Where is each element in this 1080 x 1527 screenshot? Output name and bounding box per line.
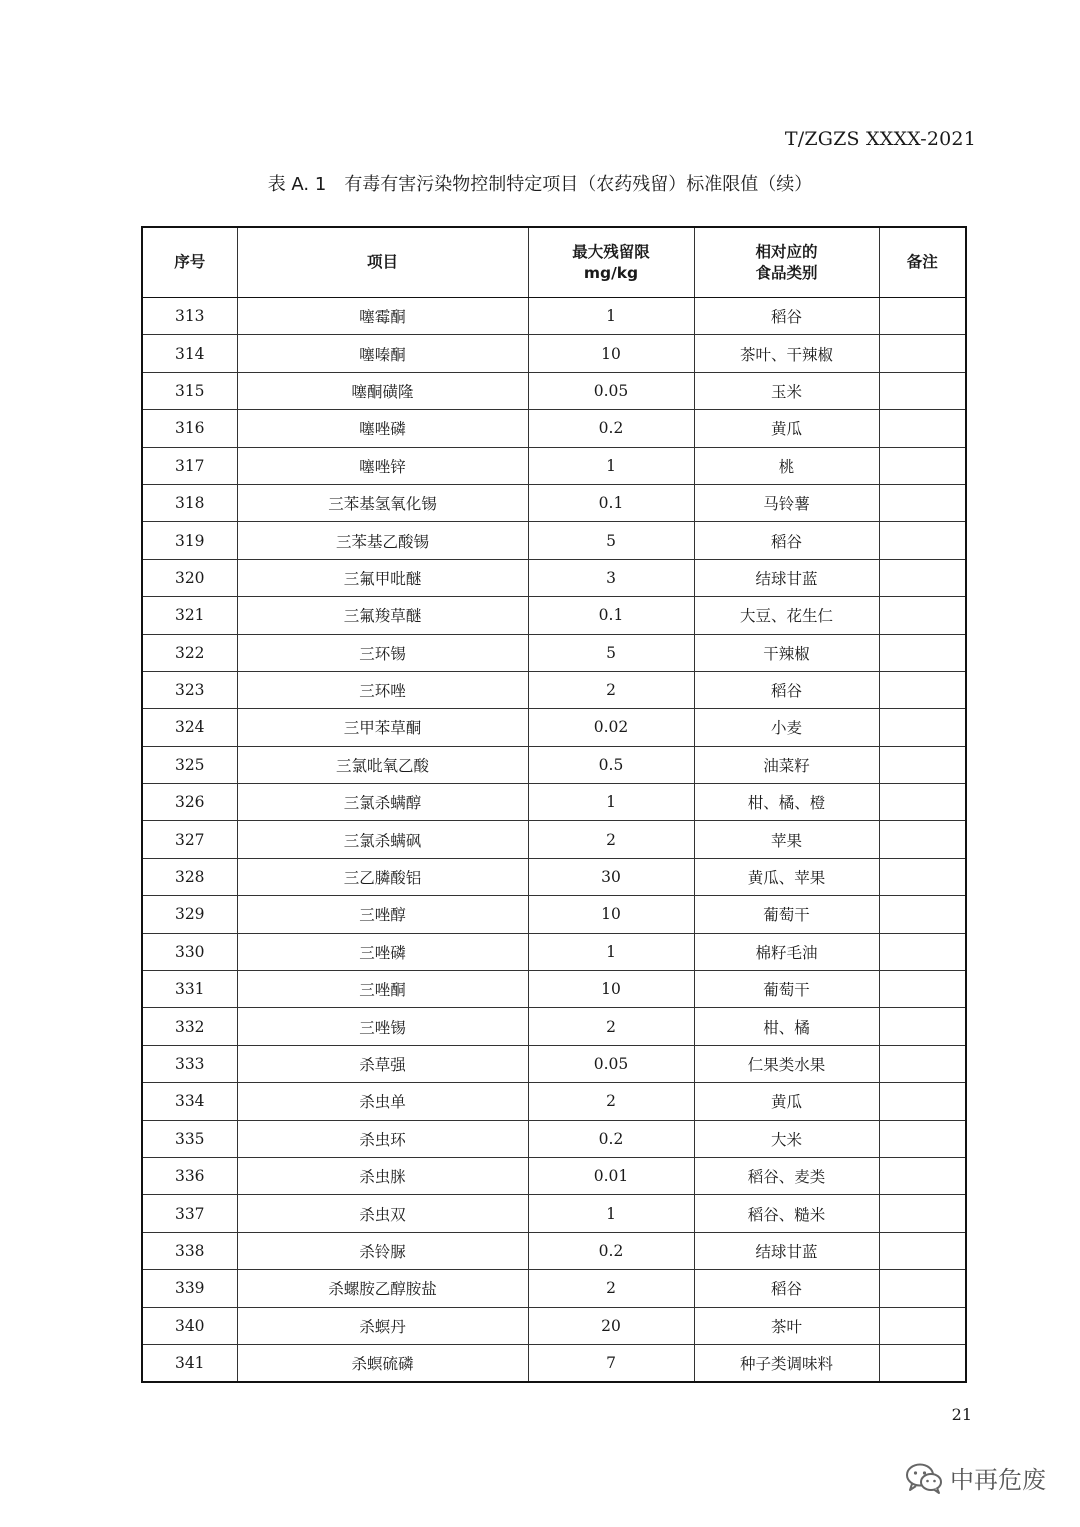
cell-item: 杀铃脲: [237, 1232, 528, 1269]
cell-item: 杀螟丹: [237, 1307, 528, 1344]
table-row: [142, 559, 966, 596]
cell-note: [879, 447, 966, 484]
column-header-no: 序号: [142, 227, 237, 298]
table-row: [142, 634, 966, 671]
cell-food: 黄瓜: [694, 1083, 879, 1120]
cell-item: 三苯基乙酸锡: [237, 522, 528, 559]
cell-limit: 10: [528, 335, 694, 372]
cell-food: 茶叶、干辣椒: [694, 335, 879, 372]
cell-food: 黄瓜: [694, 410, 879, 447]
cell-no: 334: [142, 1083, 237, 1120]
cell-limit: 0.5: [528, 746, 694, 783]
cell-note: [879, 1344, 966, 1382]
cell-no: 337: [142, 1195, 237, 1232]
cell-item: 杀虫脒: [237, 1157, 528, 1194]
cell-limit: 3: [528, 559, 694, 596]
cell-food: 干辣椒: [694, 634, 879, 671]
table-row: [142, 335, 966, 372]
table-header-row: [142, 227, 966, 298]
column-header-food: [694, 227, 879, 298]
cell-food: 稻谷: [694, 522, 879, 559]
cell-no: 315: [142, 372, 237, 409]
cell-limit: 0.1: [528, 484, 694, 521]
cell-food: 葡萄干: [694, 971, 879, 1008]
cell-note: [879, 784, 966, 821]
cell-item: 杀螟硫磷: [237, 1344, 528, 1382]
cell-limit: 0.02: [528, 709, 694, 746]
cell-limit: 0.2: [528, 1120, 694, 1157]
table-row: [142, 1083, 966, 1120]
cell-item: 三氯吡氧乙酸: [237, 746, 528, 783]
cell-no: 333: [142, 1045, 237, 1082]
cell-food: 柑、橘: [694, 1008, 879, 1045]
cell-limit: 10: [528, 896, 694, 933]
cell-food: 玉米: [694, 372, 879, 409]
cell-limit: 1: [528, 784, 694, 821]
cell-item: 杀虫环: [237, 1120, 528, 1157]
table-row: [142, 746, 966, 783]
table-row: [142, 858, 966, 895]
cell-note: [879, 410, 966, 447]
cell-food: 稻谷: [694, 671, 879, 708]
cell-no: 321: [142, 597, 237, 634]
cell-note: [879, 858, 966, 895]
table-row: [142, 971, 966, 1008]
wechat-icon: [904, 1461, 944, 1495]
table-row: [142, 896, 966, 933]
cell-food: 稻谷、麦类: [694, 1157, 879, 1194]
cell-limit: 1: [528, 933, 694, 970]
cell-item: 杀虫单: [237, 1083, 528, 1120]
cell-no: 320: [142, 559, 237, 596]
cell-item: 三氟羧草醚: [237, 597, 528, 634]
cell-limit: 20: [528, 1307, 694, 1344]
cell-limit: 0.1: [528, 597, 694, 634]
table-row: [142, 298, 966, 335]
cell-food: 苹果: [694, 821, 879, 858]
cell-limit: 7: [528, 1344, 694, 1382]
table-row: [142, 372, 966, 409]
cell-no: 318: [142, 484, 237, 521]
cell-food: 葡萄干: [694, 896, 879, 933]
cell-item: 三氯杀螨砜: [237, 821, 528, 858]
cell-limit: 2: [528, 821, 694, 858]
cell-limit: 1: [528, 298, 694, 335]
watermark: [904, 1460, 1046, 1495]
cell-limit: 10: [528, 971, 694, 1008]
cell-note: [879, 372, 966, 409]
table-row: [142, 1344, 966, 1382]
cell-food: 稻谷: [694, 298, 879, 335]
cell-item: 噻霉酮: [237, 298, 528, 335]
cell-food: 大米: [694, 1120, 879, 1157]
cell-item: 杀螺胺乙醇胺盐: [237, 1270, 528, 1307]
cell-no: 338: [142, 1232, 237, 1269]
cell-note: [879, 746, 966, 783]
cell-no: 332: [142, 1008, 237, 1045]
cell-note: [879, 1008, 966, 1045]
page-number: 21: [951, 1405, 972, 1424]
table-row: [142, 933, 966, 970]
cell-food: 桃: [694, 447, 879, 484]
cell-limit: 2: [528, 671, 694, 708]
table-row: [142, 1008, 966, 1045]
table-body: [142, 298, 966, 1383]
cell-food: 小麦: [694, 709, 879, 746]
cell-note: [879, 1307, 966, 1344]
cell-food: 仁果类水果: [694, 1045, 879, 1082]
cell-limit: 5: [528, 522, 694, 559]
cell-no: 340: [142, 1307, 237, 1344]
cell-no: 327: [142, 821, 237, 858]
table-row: [142, 1307, 966, 1344]
cell-note: [879, 821, 966, 858]
table-row: [142, 410, 966, 447]
cell-note: [879, 634, 966, 671]
cell-no: 330: [142, 933, 237, 970]
cell-item: 三甲苯草酮: [237, 709, 528, 746]
cell-note: [879, 335, 966, 372]
cell-note: [879, 1120, 966, 1157]
cell-no: 335: [142, 1120, 237, 1157]
cell-food: 黄瓜、苹果: [694, 858, 879, 895]
cell-limit: 1: [528, 447, 694, 484]
table-row: [142, 821, 966, 858]
column-header-food-line1: 相对应的: [755, 242, 818, 261]
document-code: T/ZGZS XXXX-2021: [784, 128, 976, 150]
cell-no: 339: [142, 1270, 237, 1307]
residue-limit-table: [141, 226, 967, 1383]
cell-item: 杀草强: [237, 1045, 528, 1082]
cell-no: 314: [142, 335, 237, 372]
cell-note: [879, 298, 966, 335]
cell-no: 319: [142, 522, 237, 559]
cell-item: 噻酮磺隆: [237, 372, 528, 409]
cell-food: 种子类调味料: [694, 1344, 879, 1382]
cell-item: 三苯基氢氧化锡: [237, 484, 528, 521]
cell-note: [879, 1083, 966, 1120]
cell-limit: 0.2: [528, 410, 694, 447]
table-title: 有毒有害污染物控制特定项目（农药残留）标准限值（续）: [344, 174, 813, 195]
table-row: [142, 784, 966, 821]
cell-limit: 0.05: [528, 1045, 694, 1082]
column-header-item: 项目: [237, 227, 528, 298]
table-number: 表 A. 1: [267, 174, 327, 195]
table-row: [142, 484, 966, 521]
cell-item: 三唑锡: [237, 1008, 528, 1045]
cell-food: 大豆、花生仁: [694, 597, 879, 634]
cell-limit: 2: [528, 1008, 694, 1045]
cell-note: [879, 896, 966, 933]
cell-no: 322: [142, 634, 237, 671]
table-row: [142, 447, 966, 484]
cell-note: [879, 709, 966, 746]
cell-note: [879, 597, 966, 634]
column-header-limit-line1: 最大残留限: [572, 242, 650, 261]
cell-item: 噻唑磷: [237, 410, 528, 447]
cell-item: 噻嗪酮: [237, 335, 528, 372]
cell-food: 马铃薯: [694, 484, 879, 521]
table-caption: [0, 170, 1080, 196]
table-row: [142, 1270, 966, 1307]
cell-limit: 5: [528, 634, 694, 671]
cell-no: 326: [142, 784, 237, 821]
cell-item: 三环锡: [237, 634, 528, 671]
cell-limit: 2: [528, 1083, 694, 1120]
cell-no: 324: [142, 709, 237, 746]
cell-item: 三唑醇: [237, 896, 528, 933]
cell-food: 柑、橘、橙: [694, 784, 879, 821]
cell-note: [879, 559, 966, 596]
cell-limit: 2: [528, 1270, 694, 1307]
table-row: [142, 1195, 966, 1232]
cell-item: 杀虫双: [237, 1195, 528, 1232]
cell-food: 油菜籽: [694, 746, 879, 783]
column-header-note: 备注: [879, 227, 966, 298]
column-header-limit: [528, 227, 694, 298]
cell-item: 三乙膦酸铝: [237, 858, 528, 895]
table-row: [142, 597, 966, 634]
cell-item: 三氟甲吡醚: [237, 559, 528, 596]
cell-limit: 0.05: [528, 372, 694, 409]
cell-note: [879, 484, 966, 521]
cell-no: 323: [142, 671, 237, 708]
table-row: [142, 522, 966, 559]
cell-item: 噻唑锌: [237, 447, 528, 484]
cell-no: 328: [142, 858, 237, 895]
cell-food: 稻谷、糙米: [694, 1195, 879, 1232]
watermark-text: 中再危废: [950, 1466, 1046, 1494]
table-row: [142, 1045, 966, 1082]
cell-item: 三唑酮: [237, 971, 528, 1008]
cell-limit: 1: [528, 1195, 694, 1232]
column-header-food-line2: 食品类别: [755, 263, 818, 282]
cell-note: [879, 1195, 966, 1232]
cell-note: [879, 1270, 966, 1307]
cell-item: 三唑磷: [237, 933, 528, 970]
table-row: [142, 1120, 966, 1157]
column-header-limit-line2: mg/kg: [583, 263, 639, 282]
cell-no: 341: [142, 1344, 237, 1382]
cell-food: 茶叶: [694, 1307, 879, 1344]
cell-limit: 0.01: [528, 1157, 694, 1194]
cell-food: 结球甘蓝: [694, 559, 879, 596]
cell-limit: 0.2: [528, 1232, 694, 1269]
table-row: [142, 709, 966, 746]
table-row: [142, 1157, 966, 1194]
cell-food: 棉籽毛油: [694, 933, 879, 970]
cell-item: 三环唑: [237, 671, 528, 708]
cell-no: 316: [142, 410, 237, 447]
cell-no: 329: [142, 896, 237, 933]
cell-food: 结球甘蓝: [694, 1232, 879, 1269]
cell-note: [879, 933, 966, 970]
cell-no: 313: [142, 298, 237, 335]
cell-limit: 30: [528, 858, 694, 895]
cell-no: 317: [142, 447, 237, 484]
table-row: [142, 671, 966, 708]
cell-no: 336: [142, 1157, 237, 1194]
cell-note: [879, 1045, 966, 1082]
table-row: [142, 1232, 966, 1269]
cell-note: [879, 1232, 966, 1269]
cell-note: [879, 671, 966, 708]
cell-no: 325: [142, 746, 237, 783]
cell-item: 三氯杀螨醇: [237, 784, 528, 821]
cell-note: [879, 1157, 966, 1194]
cell-note: [879, 522, 966, 559]
cell-food: 稻谷: [694, 1270, 879, 1307]
cell-no: 331: [142, 971, 237, 1008]
cell-note: [879, 971, 966, 1008]
